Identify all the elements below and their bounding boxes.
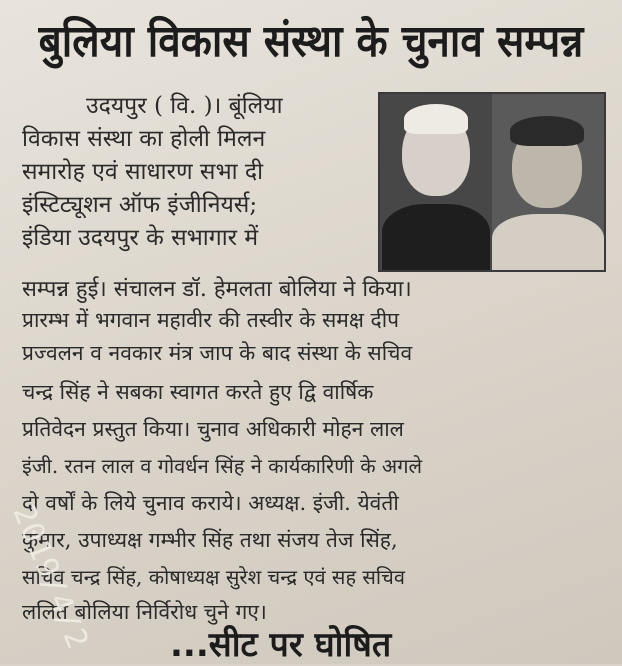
article-line: इंजी. रतन लाल व गोवर्धन सिंह ने कार्यकारिणी के अगले <box>22 454 423 478</box>
article-line: प्रतिवेदन प्रस्तुत किया। चुनाव अधिकारी मोहन लाल <box>22 417 404 441</box>
article-line: समारोह एवं साधारण सभा दी <box>22 159 264 185</box>
article-line: इंस्टिट्यूशन ऑफ इंजीनियर्स; <box>22 192 258 218</box>
date-stamp: 2019/4/2 <box>5 500 96 655</box>
article-line: ललित बोलिया निर्विरोध चुने गए। <box>22 600 267 624</box>
article-line: इंडिया उदयपुर के सभागार में <box>22 225 259 251</box>
article-line: विकास संस्था का होली मिलन <box>22 126 266 152</box>
next-article-headline: ...सीट पर घोषित <box>170 625 392 665</box>
article-body <box>22 88 612 628</box>
article-line: दो वर्षों के लिये चुनाव कराये। अध्यक्ष. इंजी. येवंती <box>22 491 399 515</box>
article-line: प्रज्वलन व नवकार मंत्र जाप के बाद संस्था के सचिव <box>22 341 413 365</box>
article-line: उदयपुर ( वि. )। बूंलिया <box>86 93 283 119</box>
article-line: कुमार, उपाध्यक्ष गम्भीर सिंह तथा संजय तेज सिंह, <box>22 528 398 552</box>
article-line: प्रारम्भ में भगवान महावीर की तस्वीर के समक्ष दीप <box>22 308 400 332</box>
article-headline: बुलिया विकास संस्था के चुनाव सम्पन्न <box>38 16 584 67</box>
article-line: चन्द्र सिंह ने सबका स्वागत करते हुए द्वि वार्षिक <box>22 380 374 404</box>
article-line: सम्पन्न हुई। संचालन डॉ. हेमलता बोलिया ने किया। <box>22 277 412 302</box>
article-line: सचिव चन्द्र सिंह, कोषाध्यक्ष सुरेश चन्द्र एवं सह सचिव <box>22 565 405 589</box>
